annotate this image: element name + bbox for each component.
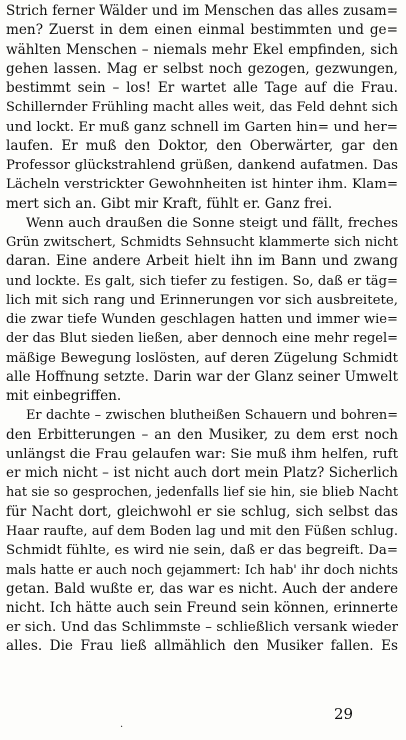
text-line: mit einbegriffen.	[6, 388, 122, 404]
text-line: unlängst die Frau gelaufen war: Sie muß ihm helfen, ruft	[6, 446, 398, 462]
text-line: Professor glückstrahlend grüßen, dankend aufatmen. Das	[6, 158, 398, 173]
text-line: hat sie so gesprochen, jedenfalls lief sie hin, sie blieb Nacht	[6, 485, 398, 501]
paragraph-2	[6, 214, 398, 407]
text-line: die zwar tiefe Wunden geschlagen hatten und immer wie=	[6, 312, 398, 327]
text-line: für Nacht dort, gleichwohl er sie schlug, sich selbst das	[6, 503, 398, 520]
text-line: mert sich an. Gibt mir Kraft, fühlt er. Ganz frei.	[6, 195, 333, 212]
text-line: lich mit sich rang und Erinnerungen vor sich ausbreitete,	[6, 292, 398, 308]
paragraph-3	[6, 406, 398, 656]
text-line: nicht. Ich hätte auch sein Freund sein können, erinnerte	[6, 599, 398, 616]
text-line: Lächeln verstrickter Gewohnheiten ist hinter ihm. Klam=	[6, 177, 398, 193]
text-line: Wenn auch draußen die Sonne steigt und fällt, freches	[26, 215, 398, 231]
text-line: Strich ferner Wälder und im Menschen das alles zusam=	[6, 3, 398, 19]
text-line: und lockt. Er muß ganz schnell im Garten hin= und her=	[6, 119, 398, 135]
text-line: Er dachte – zwischen blutheißen Schauern und bohren=	[26, 408, 398, 424]
text-line: wählten Menschen – niemals mehr Ekel empfinden, sich	[6, 41, 398, 58]
paragraph-1	[6, 2, 398, 214]
text-line: men? Zuerst in dem einen einmal bestimmten und ge=	[6, 22, 398, 39]
text-line: Schmidt fühlte, es wird nie sein, daß er das begreift. Da=	[6, 543, 398, 558]
text-line: den Erbitterungen – an den Musiker, zu dem erst noch	[6, 426, 398, 443]
page-number: 29	[334, 705, 354, 723]
text-line: und lockte. Es galt, sich tiefer zu festigen. So, daß er täg=	[6, 273, 398, 289]
text-line: daran. Eine andere Arbeit hielt ihn im Bann und zwang	[6, 253, 398, 270]
text-line: er mich nicht – ist nicht auch dort mein Platz? Sicherlich	[6, 465, 398, 481]
text-line: mäßige Bewegung loslösten, auf deren Zügelung Schmidt	[6, 350, 398, 366]
text-line: er sich. Und das Schlimmste – schließlich versank wieder	[6, 620, 398, 635]
text-line: Haar raufte, auf dem Boden lag und mit den Füßen schlug.	[6, 523, 398, 539]
text-line: mals hatte er auch noch gejammert: Ich hab' ihr doch nichts	[6, 562, 398, 578]
footer-dot: ·	[120, 722, 124, 733]
text-line: laufen. Er muß den Doktor, den Oberwärter, gar den	[6, 137, 398, 154]
text-line: getan. Bald wußte er, das war es nicht. Auch der andere	[6, 580, 398, 597]
body-text	[6, 2, 398, 657]
text-line: Grün zwitschert, Schmidts Sehnsucht klammerte sich nicht	[6, 235, 398, 250]
text-line: alle Hoffnung setzte. Darin war der Glanz seiner Umwelt	[6, 368, 398, 385]
text-line: alles. Die Frau ließ allmählich den Musiker fallen. Es	[6, 638, 398, 655]
text-line: gehen lassen. Mag er selbst noch gezogen, gezwungen,	[6, 60, 398, 77]
text-line: Schillernder Frühling macht alles weit, das Feld dehnt sich	[6, 100, 398, 116]
text-line: bestimmt sein – los! Er wartet alle Tage auf die Frau.	[6, 80, 398, 96]
text-line: der das Blut sieden ließen, aber dennoch eine mehr regel=	[6, 331, 398, 347]
